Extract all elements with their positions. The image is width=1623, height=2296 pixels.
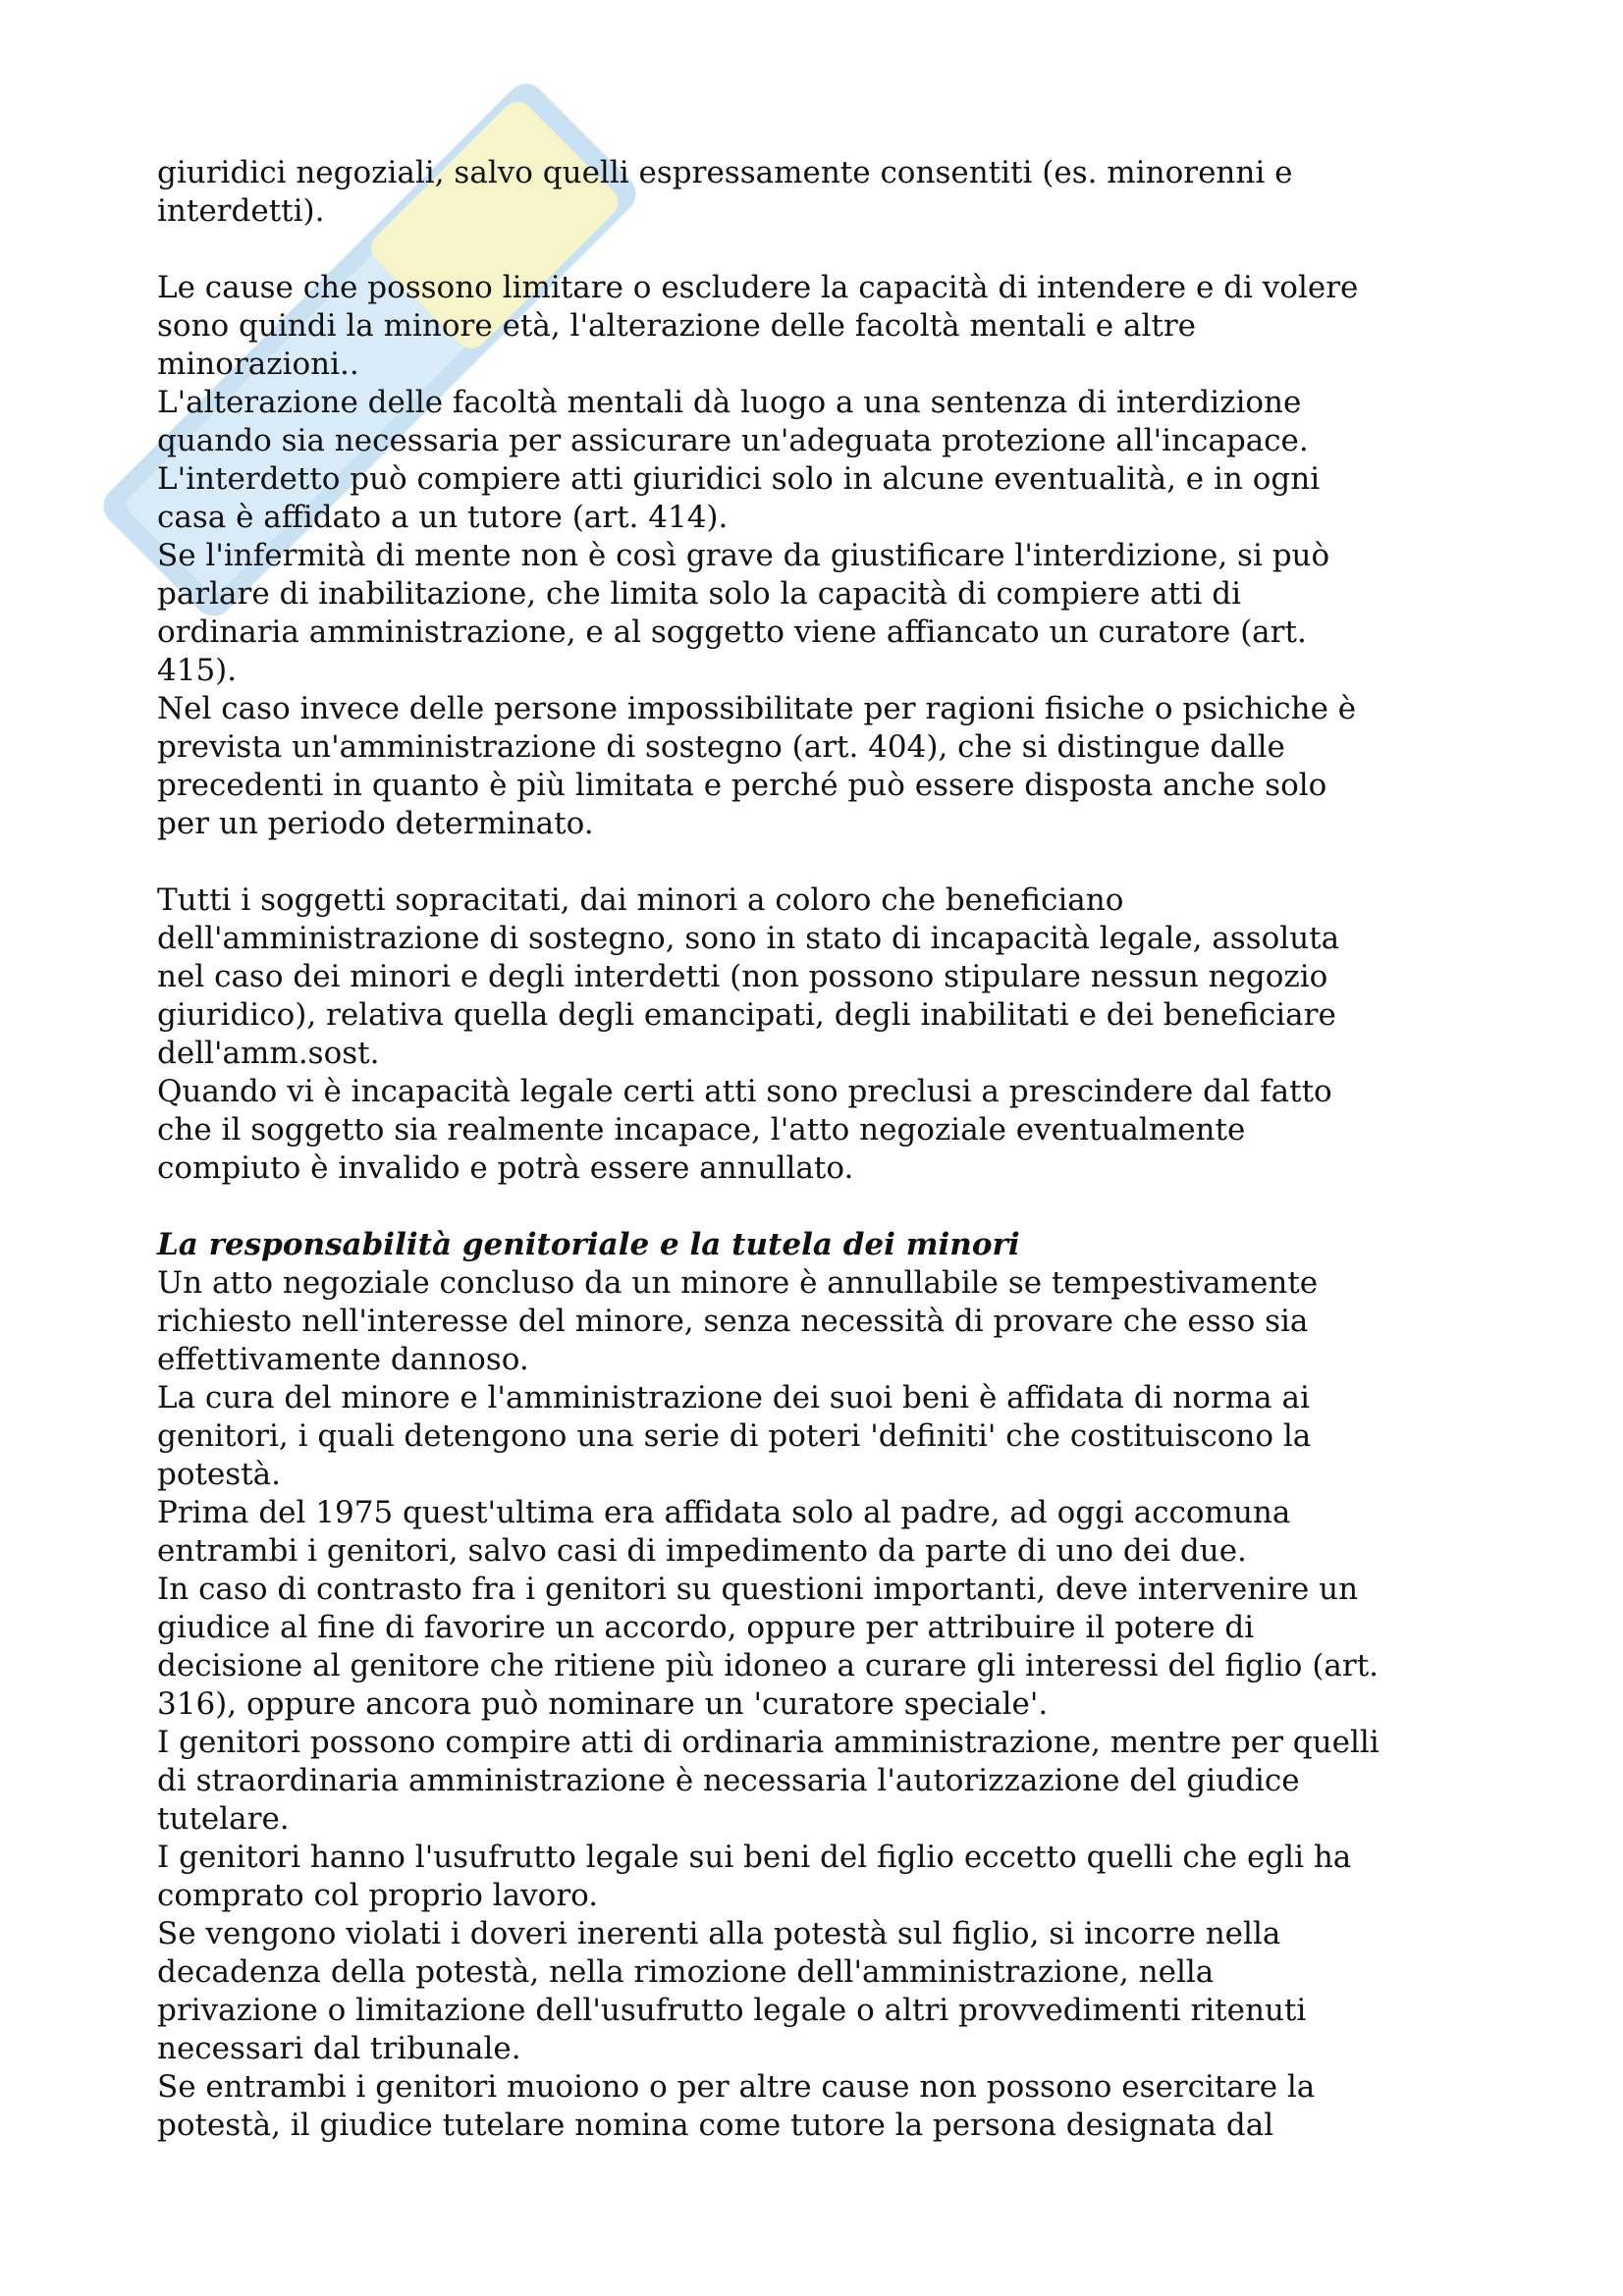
text-line: dell'amm.sost. <box>157 1036 380 1071</box>
text-line: Prima del 1975 quest'ultima era affidata solo al padre, ad oggi accomuna <box>157 1495 1291 1530</box>
text-line: nel caso dei minori e degli interdetti (non possono stipulare nessun negozio <box>157 959 1328 994</box>
text-line: potestà, il giudice tutelare nomina come tutore la persona designata dal <box>157 2108 1274 2143</box>
text-line: potestà. <box>157 1457 282 1492</box>
text-line: L'alterazione delle facoltà mentali dà luogo a una sentenza di interdizione <box>157 385 1302 420</box>
paragraph-gap <box>157 843 1492 881</box>
paragraph-gap <box>157 231 1492 269</box>
text-line: privazione o limitazione dell'usufrutto legale o altri provvedimenti ritenuti <box>157 1993 1307 2028</box>
text-line: giuridici negoziali, salvo quelli espressamente consentiti (es. minorenni e <box>157 155 1293 190</box>
text-line: precedenti in quanto è più limitata e perché può essere disposta anche solo <box>157 768 1327 803</box>
text-line: entrambi i genitori, salvo casi di impedimento da parte di uno dei due. <box>157 1533 1247 1569</box>
text-line: ordinaria amministrazione, e al soggetto viene affiancato un curatore (art. <box>157 614 1307 650</box>
section-heading: La responsabilità genitoriale e la tutela dei minori <box>157 1227 1020 1262</box>
text-line: I genitori possono compire atti di ordinaria amministrazione, mentre per quelli <box>157 1725 1380 1760</box>
text-line: Se vengono violati i doveri inerenti alla potestà sul figlio, si incorre nella <box>157 1916 1281 1951</box>
text-line: decadenza della potestà, nella rimozione dell'amministrazione, nella <box>157 1954 1215 1990</box>
text-line: Le cause che possono limitare o escludere la capacità di intendere e di volere <box>157 270 1359 305</box>
text-line: quando sia necessaria per assicurare un'adeguata protezione all'incapace. <box>157 423 1309 458</box>
text-line: In caso di contrasto fra i genitori su questioni importanti, deve intervenire un <box>157 1572 1359 1607</box>
text-line: La cura del minore e l'amministrazione dei suoi beni è affidata di norma ai <box>157 1380 1310 1415</box>
text-line: sono quindi la minore età, l'alterazione delle facoltà mentali e altre <box>157 308 1197 344</box>
text-line: casa è affidato a un tutore (art. 414). <box>157 500 729 535</box>
text-line: Un atto negoziale concluso da un minore è annullabile se tempestivamente <box>157 1265 1319 1301</box>
text-line: Se l'infermità di mente non è così grave da giustificare l'interdizione, si può <box>157 538 1330 573</box>
paragraph-gap <box>157 1188 1492 1226</box>
text-line: Se entrambi i genitori muoiono o per altre cause non possono esercitare la <box>157 2069 1316 2105</box>
text-line: 415). <box>157 653 238 688</box>
text-line: per un periodo determinato. <box>157 806 594 841</box>
text-line: tutelare. <box>157 1801 290 1837</box>
text-line: giuridico), relativa quella degli emancipati, degli inabilitati e dei beneficiare <box>157 997 1336 1033</box>
text-line: parlare di inabilitazione, che limita solo la capacità di compiere atti di <box>157 576 1242 612</box>
paragraph <box>157 881 1492 1188</box>
text-line: compiuto è invalido e potrà essere annullato. <box>157 1150 854 1186</box>
document-body <box>157 154 1492 2145</box>
paragraph <box>157 269 1492 843</box>
paragraph <box>157 1264 1492 2145</box>
text-line: che il soggetto sia realmente incapace, l'atto negoziale eventualmente <box>157 1112 1246 1148</box>
paragraph <box>157 154 1492 231</box>
text-line: prevista un'amministrazione di sostegno (art. 404), che si distingue dalle <box>157 729 1285 765</box>
text-line: necessari dal tribunale. <box>157 2031 521 2066</box>
text-line: 316), oppure ancora può nominare un 'curatore speciale'. <box>157 1686 1049 1722</box>
text-line: interdetti). <box>157 193 325 229</box>
text-line: giudice al fine di favorire un accordo, oppure per attribuire il potere di <box>157 1610 1255 1645</box>
text-line: Tutti i soggetti sopracitati, dai minori a coloro che beneficiano <box>157 882 1124 918</box>
text-line: minorazioni.. <box>157 347 359 382</box>
text-line: Quando vi è incapacità legale certi atti sono preclusi a prescindere dal fatto <box>157 1074 1332 1109</box>
text-line: comprato col proprio lavoro. <box>157 1878 599 1913</box>
text-line: dell'amministrazione di sostegno, sono in stato di incapacità legale, assoluta <box>157 921 1340 956</box>
text-line: I genitori hanno l'usufrutto legale sui beni del figlio eccetto quelli che egli ha <box>157 1840 1352 1875</box>
text-line: Nel caso invece delle persone impossibilitate per ragioni fisiche o psichiche è <box>157 691 1357 726</box>
text-line: effettivamente dannoso. <box>157 1342 529 1377</box>
text-line: genitori, i quali detengono una serie di poteri 'definiti' che costituiscono la <box>157 1418 1312 1454</box>
text-line: L'interdetto può compiere atti giuridici solo in alcune eventualità, e in ogni <box>157 461 1321 497</box>
text-line: decisione al genitore che ritiene più idoneo a curare gli interessi del figlio (art. <box>157 1648 1380 1683</box>
text-line: di straordinaria amministrazione è necessaria l'autorizzazione del giudice <box>157 1763 1300 1798</box>
text-line: richiesto nell'interesse del minore, senza necessità di provare che esso sia <box>157 1304 1309 1339</box>
